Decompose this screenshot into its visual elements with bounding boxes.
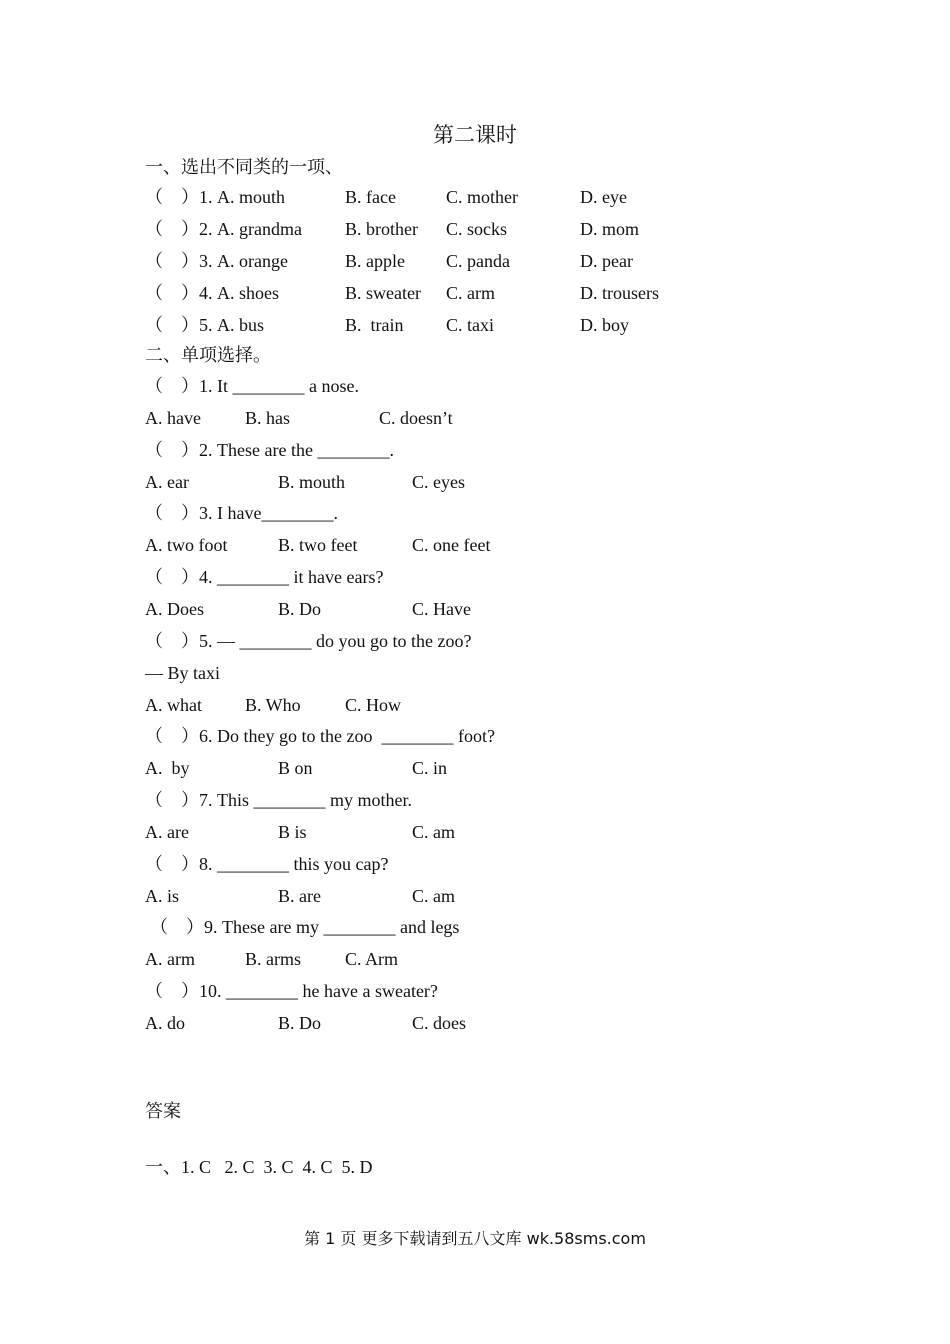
- q1-option-c: C. doesn’t: [379, 408, 453, 428]
- item-number-option-a: （ ）3. A. orange: [145, 251, 288, 271]
- question-6: （ ）6. Do they go to the zoo ________ foot?: [145, 726, 495, 746]
- option-c: C. arm: [446, 283, 495, 303]
- q10-option-c: C. does: [412, 1013, 466, 1033]
- option-b: B. sweater: [345, 283, 421, 303]
- q7-option-b: B is: [278, 822, 307, 842]
- q1-option-a: A. have: [145, 408, 201, 428]
- q9-option-c: C. Arm: [345, 949, 399, 969]
- q6-option-a: A. by: [145, 758, 190, 778]
- section-2-heading: 二、单项选择。: [145, 345, 271, 365]
- q2-option-c: C. eyes: [412, 472, 465, 492]
- q4-option-b: B. Do: [278, 599, 322, 619]
- option-c: C. taxi: [446, 315, 494, 335]
- option-d: D. eye: [580, 187, 627, 207]
- item-number-option-a: （ ）4. A. shoes: [145, 283, 279, 303]
- option-d: D. pear: [580, 251, 633, 271]
- item-number-option-a: （ ）5. A. bus: [145, 315, 265, 335]
- q9-option-a: A. arm: [145, 949, 195, 969]
- q6-option-b: B on: [278, 758, 313, 778]
- q10-option-a: A. do: [145, 1013, 185, 1033]
- q5-reply: — By taxi: [145, 663, 220, 683]
- question-1: （ ）1. It ________ a nose.: [145, 376, 359, 396]
- option-d: D. boy: [580, 315, 629, 335]
- answers-heading: 答案: [145, 1101, 181, 1121]
- q5-option-a: A. what: [145, 695, 202, 715]
- option-b: B. train: [345, 315, 404, 335]
- question-10: （ ）10. ________ he have a sweater?: [145, 981, 438, 1001]
- q2-option-b: B. mouth: [278, 472, 346, 492]
- option-b: B. brother: [345, 219, 418, 239]
- question-7: （ ）7. This ________ my mother.: [145, 790, 412, 810]
- q6-option-c: C. in: [412, 758, 448, 778]
- option-b: B. apple: [345, 251, 405, 271]
- q8-option-a: A. is: [145, 886, 180, 906]
- question-9: （ ）9. These are my ________ and legs: [150, 917, 460, 937]
- page-footer: 第 1 页 更多下载请到五八文库 wk.58sms.com: [304, 1229, 646, 1248]
- question-4: （ ）4. ________ it have ears?: [145, 567, 384, 587]
- question-2: （ ）2. These are the ________.: [145, 440, 394, 460]
- option-c: C. mother: [446, 187, 518, 207]
- q3-option-b: B. two feet: [278, 535, 358, 555]
- section-1-heading: 一、选出不同类的一项、: [145, 157, 343, 177]
- q8-option-b: B. are: [278, 886, 321, 906]
- option-d: D. trousers: [580, 283, 659, 303]
- q4-option-a: A. Does: [145, 599, 204, 619]
- q9-option-b: B. arms: [245, 949, 301, 969]
- option-d: D. mom: [580, 219, 640, 239]
- q7-option-a: A. are: [145, 822, 189, 842]
- q8-option-c: C. am: [412, 886, 455, 906]
- option-c: C. panda: [446, 251, 510, 271]
- question-8: （ ）8. ________ this you cap?: [145, 854, 389, 874]
- q2-option-a: A. ear: [145, 472, 189, 492]
- item-number-option-a: （ ）1. A. mouth: [145, 187, 286, 207]
- answers-line-1: 一、1. C 2. C 3. C 4. C 5. D: [145, 1157, 373, 1177]
- q5-option-c: C. How: [345, 695, 402, 715]
- item-number-option-a: （ ）2. A. grandma: [145, 219, 302, 239]
- q4-option-c: C. Have: [412, 599, 471, 619]
- q3-option-a: A. two foot: [145, 535, 228, 555]
- q5-option-b: B. Who: [245, 695, 301, 715]
- q7-option-c: C. am: [412, 822, 455, 842]
- option-b: B. face: [345, 187, 396, 207]
- page-title: 第二课时: [433, 123, 517, 147]
- q10-option-b: B. Do: [278, 1013, 322, 1033]
- q3-option-c: C. one feet: [412, 535, 491, 555]
- q1-option-b: B. has: [245, 408, 290, 428]
- option-c: C. socks: [446, 219, 508, 239]
- question-3: （ ）3. I have________.: [145, 503, 338, 523]
- question-5: （ ）5. — ________ do you go to the zoo?: [145, 631, 472, 651]
